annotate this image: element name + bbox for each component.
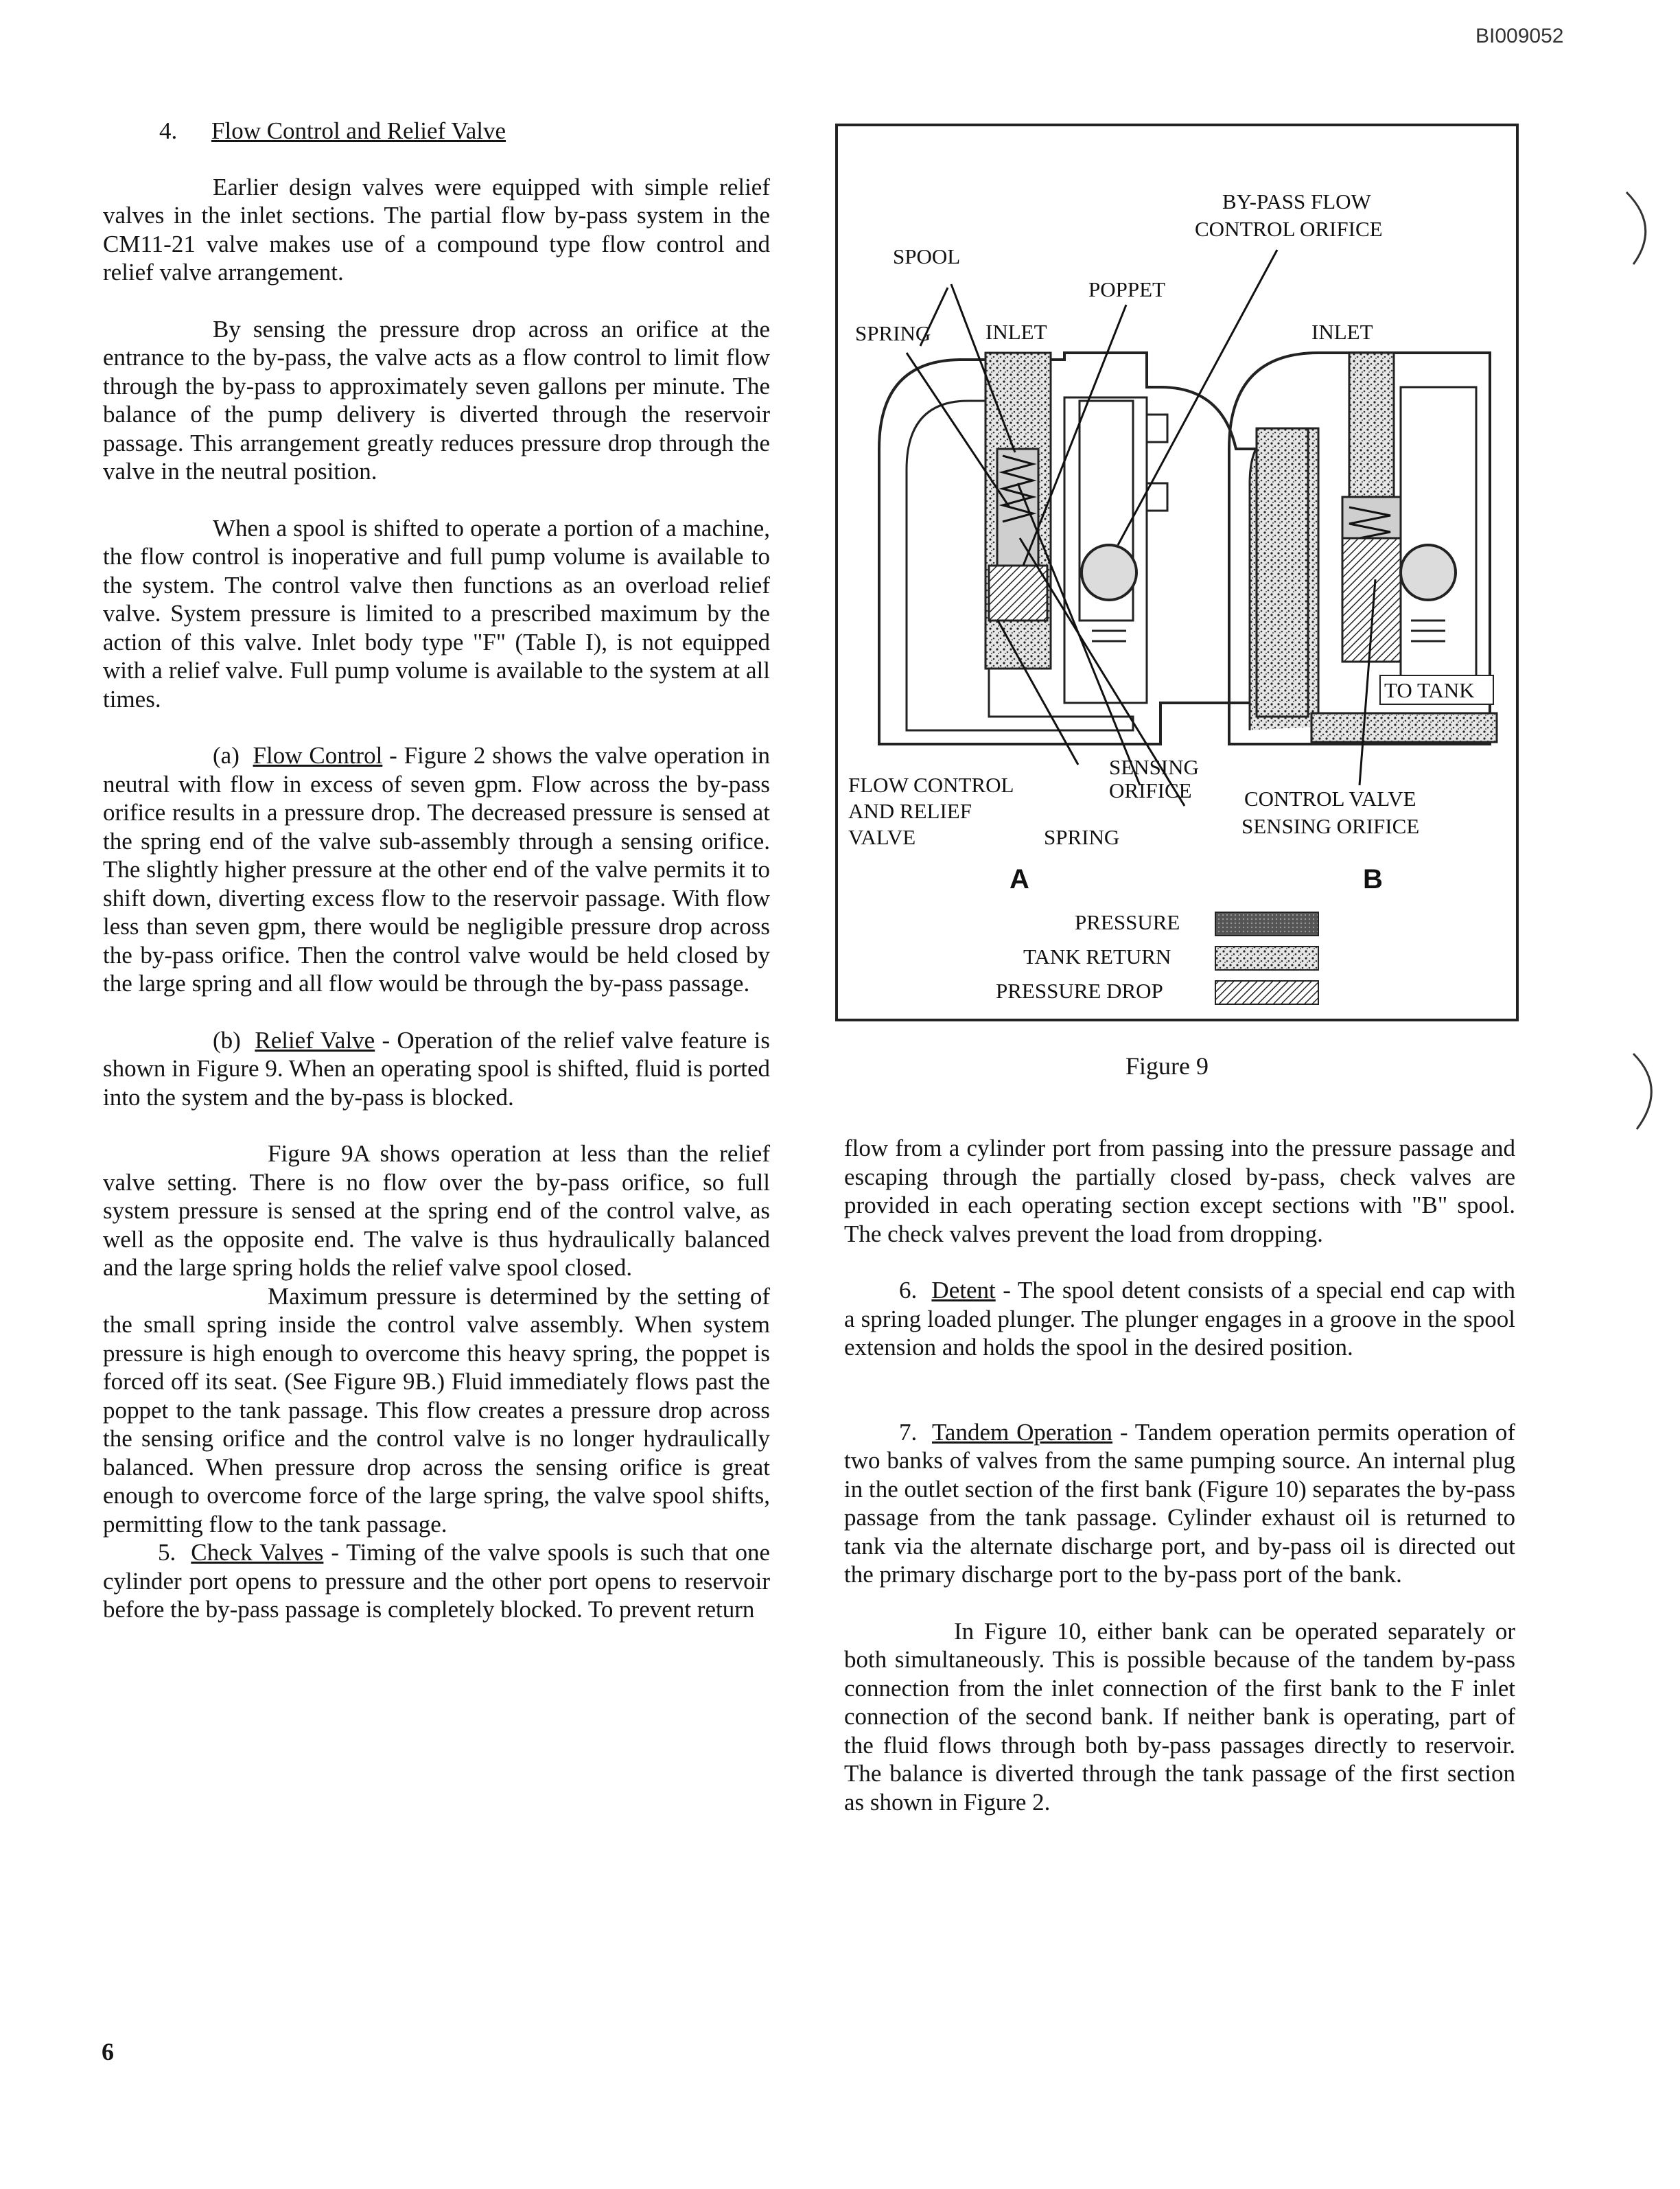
section-heading — [103, 117, 770, 146]
paragraph-tandem — [844, 1418, 1515, 1589]
label-flow-control-2: AND RELIEF — [848, 799, 972, 823]
label-bypass-line1: BY-PASS FLOW — [1222, 189, 1371, 213]
paragraph-body: - Figure 2 shows the valve operation in neutral with flow in excess of seven gpm. Flow across the by-pass orifice results in a pressure drop. The decreased pressure is sensed at the spring end of the valve sub-assembly through a sensing orifice. The slightly higher pressure at the other end of the valve permits it to shift down, diverting excess flow to the reservoir passage. With flow less than seven gpm, there would be negligible pressure drop across the by-pass orifice. Then the control valve would be held closed by the large spring and all flow would be through the by-pass passage. — [103, 742, 771, 997]
paragraph: In Figure 10, either bank can be operated separately or both simultaneously. This is possible because of the tandem by-pass connection from the inlet connection of the first bank to the F inlet connection of the second bank. If neither bank is operating, part of the fluid flows through both by-pass passages directly to reservoir. The balance is diverted through the tank passage of the first section as shown in Figure 2. — [844, 1617, 1515, 1816]
label-to-tank: TO TANK — [1384, 678, 1475, 702]
label-control-valve-2: SENSING ORIFICE — [1241, 814, 1420, 838]
figure-9-diagram — [835, 124, 1519, 1021]
label-inlet-a: INLET — [985, 320, 1047, 344]
binder-hole-mark-middle — [1626, 1043, 1675, 1139]
paragraph: By sensing the pressure drop across an orifice at the entrance to the by-pass, the valve acts as a flow control to limit flow through the by-pass to approximately seven gallons per minute. The balance of the pump delivery is diverted through the reservoir passage. This arrangement greatly reduces pressure drop through the valve in the neutral position. — [103, 315, 770, 485]
document-id: BI009052 — [1475, 25, 1564, 47]
legend-swatch-pressure — [1215, 912, 1318, 936]
item-prefix: 6. — [899, 1277, 918, 1304]
subsection-title: Flow Control — [253, 742, 383, 769]
subsection-title: Detent — [931, 1277, 996, 1304]
item-prefix: 7. — [899, 1418, 918, 1446]
label-spool: SPOOL — [893, 244, 961, 268]
label-sensing-2: ORIFICE — [1109, 778, 1192, 802]
binder-hole-mark-top — [1620, 178, 1668, 275]
paragraph-body: - Timing of the valve spools is such that one cylinder port opens to pressure and the other port opens to reservoir before the by-pass passage is completely blocked. To prevent return — [103, 1539, 771, 1623]
heading-number: 4. — [159, 117, 178, 144]
paragraph-body: - Tandem operation permits operation of two banks of valves from the same pumping source. An internal plug in the outlet section of the first bank (Figure 10) separates the by-pass passage from the tank passage. Cylinder exhaust oil is returned to tank via the alternate discharge port, and by-pass oil is directed out the primary discharge port to the by-pass port of the bank. — [844, 1418, 1515, 1588]
legend-label-tank-return: TANK RETURN — [1023, 945, 1171, 969]
item-prefix: 5. — [158, 1539, 176, 1566]
page-number: 6 — [102, 2038, 114, 2065]
subsection-title: Relief Valve — [255, 1026, 375, 1054]
paragraph: Maximum pressure is determined by the setting of the small spring inside the control valve assembly. When system pressure is high enough to overcome this heavy spring, the poppet is forced off its seat. (See Figure 9B.) Fluid immediately flows past the poppet to the tank passage. This flow creates a pressure drop across the sensing orifice and the control valve is no longer hydraulically balanced. When pressure drop across the sensing orifice is great enough to overcome force of the large spring, the valve spool shifts, permitting flow to the tank passage. — [103, 1282, 770, 1538]
paragraph-body: - Operation of the relief valve feature is shown in Figure 9. When an operating spool is shifted, fluid is ported into the system and the by-pass is blocked. — [103, 1026, 771, 1111]
figure-caption: Figure 9 — [1125, 1052, 1209, 1080]
paragraph-body: - The spool detent consists of a special end cap with a spring loaded plunger. The plunger engages in a groove in the spool extension and holds the spool in the desired position. — [844, 1277, 1515, 1360]
legend-label-pressure-drop: PRESSURE DROP — [996, 979, 1163, 1003]
paragraph: Earlier design valves were equipped with simple relief valves in the inlet sections. The partial flow by-pass system in the CM11-21 valve makes use of a compound type flow control and relief valve arrangement. — [103, 173, 770, 286]
label-control-valve-1: CONTROL VALVE — [1244, 787, 1416, 811]
paragraph: flow from a cylinder port from passing into the pressure passage and escaping through the partially closed by-pass, check valves are provided in each operating section except sections with "B" spool. The check valves prevent the load from dropping. — [844, 1135, 1515, 1247]
item-prefix: (b) — [213, 1026, 241, 1054]
legend-label-pressure: PRESSURE — [1075, 910, 1180, 934]
label-spring-top: SPRING — [855, 321, 931, 345]
label-spring-bottom: SPRING — [1044, 825, 1120, 849]
left-column — [103, 117, 770, 1624]
item-prefix: (a) — [213, 742, 240, 769]
label-bypass-line2: CONTROL ORIFICE — [1195, 217, 1383, 241]
subsection-title: Check Valves — [191, 1539, 324, 1566]
legend-swatch-tank-return — [1215, 947, 1318, 970]
heading-title: Flow Control and Relief Valve — [211, 117, 506, 144]
valve-diagram-svg — [838, 126, 1521, 1024]
label-letter-a: A — [1010, 864, 1029, 894]
legend-swatch-pressure-drop — [1215, 981, 1318, 1004]
label-flow-control-3: VALVE — [848, 825, 916, 849]
subsection-title: Tandem Operation — [932, 1418, 1113, 1446]
label-inlet-b: INLET — [1311, 320, 1373, 344]
paragraph-relief-valve — [103, 1026, 770, 1112]
label-flow-control-1: FLOW CONTROL — [848, 773, 1014, 797]
label-sensing-1: SENSING — [1109, 755, 1199, 779]
legend — [996, 910, 1318, 1004]
paragraph-check-valves — [103, 1538, 770, 1624]
paragraph-flow-control — [103, 741, 770, 998]
paragraph: When a spool is shifted to operate a portion of a machine, the flow control is inoperative and full pump volume is available to the system. The control valve then functions as an overload relief valve. System pressure is limited to a prescribed maximum by the action of this valve. Inlet body type "F" (Table I), is not equipped with a relief valve. Full pump volume is available to the system at all times. — [103, 514, 770, 713]
paragraph-detent — [844, 1276, 1515, 1362]
paragraph: Figure 9A shows operation at less than the relief valve setting. There is no flow over the by-pass orifice, so full system pressure is sensed at the spring end of the control valve, as well as the opposite end. The valve is thus hydraulically balanced and the large spring holds the relief valve spool closed. — [103, 1140, 770, 1281]
diagram-a — [879, 353, 1257, 744]
label-poppet: POPPET — [1088, 277, 1165, 301]
label-letter-b: B — [1363, 864, 1383, 894]
right-column — [844, 1134, 1515, 1816]
